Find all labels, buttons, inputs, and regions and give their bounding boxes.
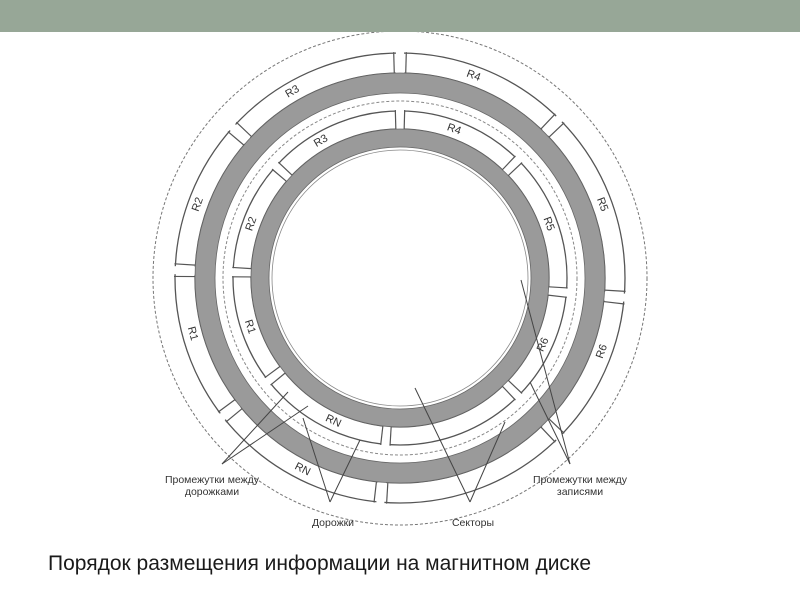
sector-separators	[174, 52, 626, 504]
sector-separator	[502, 156, 515, 170]
tracks-label: Дорожки	[311, 517, 355, 529]
sector-separator	[604, 302, 625, 304]
sector-separator	[548, 295, 567, 297]
sector-separator	[394, 52, 395, 73]
sector-separator	[228, 132, 244, 146]
record-label: R4	[445, 121, 463, 138]
record-label: R6	[593, 342, 610, 361]
disk-rings	[153, 32, 647, 525]
sector-separator	[605, 290, 626, 291]
sector-separator	[374, 482, 376, 503]
sector-separator	[226, 409, 242, 422]
sector-separator	[174, 264, 195, 265]
track-gaps-label-line2: дорожками	[184, 486, 240, 498]
sector-separator	[404, 110, 405, 129]
record-label: R3	[283, 83, 302, 101]
outer-record-ring	[175, 53, 625, 503]
sector-separator	[508, 163, 522, 176]
sector-separator	[265, 366, 280, 377]
magnetic-disk-diagram	[0, 32, 800, 542]
sector-separator	[502, 386, 515, 400]
sector-separator	[381, 426, 383, 445]
record-label: RN	[292, 460, 313, 479]
sector-separator	[406, 52, 407, 73]
record-label: R3	[311, 132, 331, 150]
record-label: RN	[323, 412, 344, 430]
sector-separator	[549, 287, 568, 288]
sector-separator	[272, 169, 286, 181]
record-gaps-label: Промежутки между	[532, 474, 628, 486]
record-label: R4	[464, 67, 483, 84]
sectors-label: Секторы	[451, 517, 495, 529]
record-label: R5	[594, 195, 611, 214]
slide-caption: Порядок размещения информации на магнитном диске	[48, 552, 592, 575]
sector-separator	[218, 400, 235, 412]
sector-separator	[395, 110, 396, 129]
record-label: R1	[184, 325, 201, 342]
sector-separator	[390, 427, 391, 446]
record-label: R5	[540, 215, 557, 233]
inner-track-band	[260, 138, 540, 418]
sector-separator	[236, 122, 251, 136]
inner-record-ring	[233, 111, 567, 445]
sector-separator	[387, 483, 388, 504]
inner-track-record-labels	[242, 121, 557, 430]
sector-separator	[278, 162, 292, 175]
record-label: R2	[243, 215, 260, 233]
record-label: R1	[241, 318, 258, 336]
record-label: R6	[534, 335, 552, 354]
sector-separator	[549, 123, 564, 137]
sector-separator	[508, 380, 522, 393]
track-gaps-label: Промежутки между	[164, 474, 260, 486]
disk-outer-edge	[153, 32, 647, 525]
record-label: R2	[189, 195, 206, 214]
track-gap-boundary	[223, 101, 577, 455]
sector-separator	[232, 267, 251, 268]
slide-header-bar	[0, 0, 800, 32]
sector-separator	[271, 373, 286, 385]
record-gaps-label-line2: записями	[556, 486, 604, 498]
sector-separator	[541, 114, 555, 129]
